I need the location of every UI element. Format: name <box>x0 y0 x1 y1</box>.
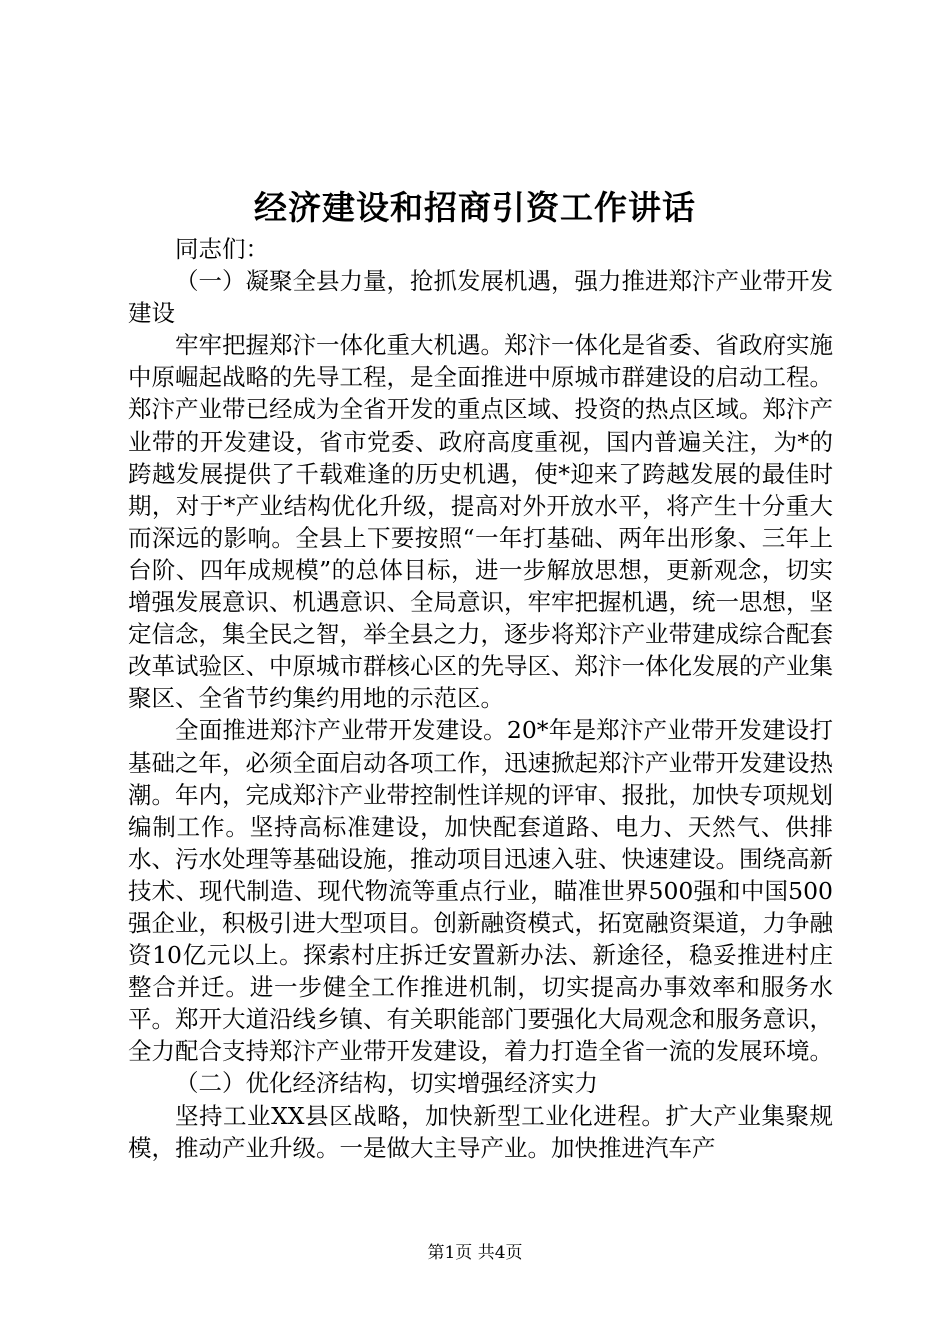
body-paragraph: 全面推进郑汴产业带开发建设。20*年是郑汴产业带开发建设打基础之年，必须全面启动各项工作，迅速掀起郑汴产业带开发建设热潮。年内，完成郑汴产业带控制性详规的评审、报批，加快专项规划编制工作。坚持高标准建设，加快配套道路、电力、天然气、供排水、污水处理等基础设施，推动项目迅速入驻、快速建设。围绕高新技术、现代制造、现代物流等重点行业，瞄准世界500强和中国500强企业，积极引进大型项目。创新融资模式，拓宽融资渠道，力争融资10亿元以上。探索村庄拆迁安置新办法、新途径，稳妥推进村庄整合并迁。进一步健全工作推进机制，切实提高办事效率和服务水平。郑开大道沿线乡镇、有关职能部门要强化大局观念和服务意识，全力配合支持郑汴产业带开发建设，着力打造全省一流的发展环境。 <box>128 716 833 1066</box>
document-title: 经济建设和招商引资工作讲话 <box>254 188 696 227</box>
section-heading-2: （二）优化经济结构，切实增强经济实力 <box>175 1069 598 1098</box>
document-body <box>128 233 833 1164</box>
body-paragraph: 牢牢把握郑汴一体化重大机遇。郑汴一体化是省委、省政府实施中原崛起战略的先导工程，是全面推进中原城市群建设的启动工程。郑汴产业带已经成为全省开发的重点区域、投资的热点区域。郑汴产业带的开发建设，省市党委、政府高度重视，国内普遍关注，为*的跨越发展提供了千载难逢的历史机遇，使*迎来了跨越发展的最佳时期，对于*产业结构优化升级，提高对外开放水平，将产生十分重大而深远的影响。全县上下要按照“一年打基础、两年出形象、三年上台阶、四年成规模”的总体目标，进一步解放思想，更新观念，切实增强发展意识、机遇意识、全局意识，牢牢把握机遇，统一思想，坚定信念，集全民之智，举全县之力，逐步将郑汴产业带建成综合配套改革试验区、中原城市群核心区的先导区、郑汴一体化发展的产业集聚区、全省节约集约用地的示范区。 <box>128 331 833 713</box>
body-paragraph: 坚持工业XX县区战略，加快新型工业化进程。扩大产业集聚规模，推动产业升级。一是做大主导产业。加快推进汽车产 <box>128 1101 833 1162</box>
salutation: 同志们： <box>175 235 269 263</box>
page-footer: 第1页 共4页 <box>427 1243 523 1263</box>
section-heading-1: （一）凝聚全县力量，抢抓发展机遇，强力推进郑汴产业带开发建设 <box>128 267 833 328</box>
